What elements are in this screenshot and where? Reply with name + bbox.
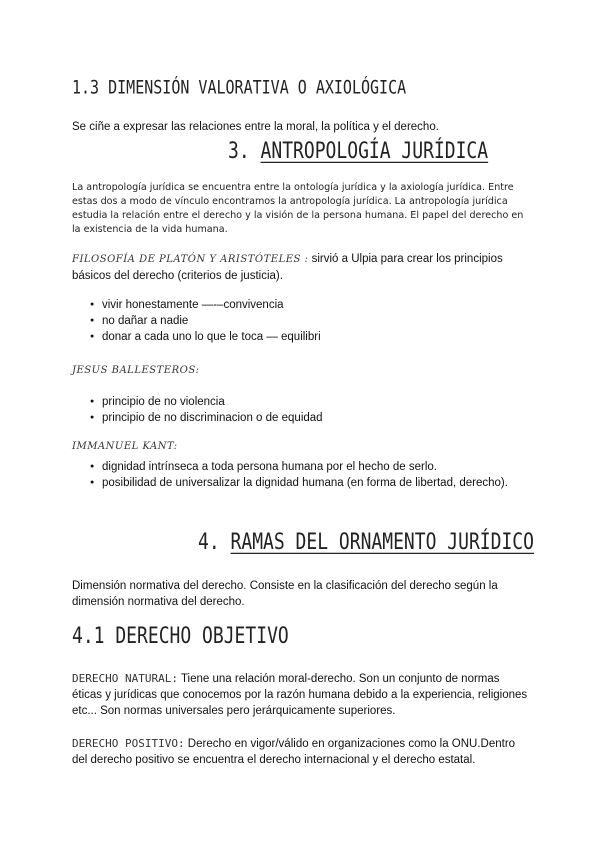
platon-label: FILOSOFÍA DE PLATÓN Y ARISTÓTELES :	[72, 254, 309, 265]
list-item: ● principio de no violencia	[72, 394, 528, 410]
section-1-3-text: Se ciñe a expresar las relaciones entre la moral, la política y el derecho.	[72, 121, 439, 133]
derecho-natural-paragraph	[72, 671, 528, 719]
list-item: ● vivir honestamente —-–convivencia	[72, 297, 528, 313]
list-item: ● dignidad intrínseca a toda persona humana por el hecho de serlo.	[72, 459, 528, 475]
derecho-positivo-label: DERECHO POSITIVO:	[72, 737, 185, 750]
list-item: ● donar a cada uno lo que le toca — equilibri	[72, 329, 528, 345]
ballesteros-list	[72, 394, 528, 426]
derecho-positivo-text: Derecho en vigor/válido en organizaciones como la ONU.Dentro del derecho positivo se encuentra el derecho internacional y el derecho estatal.	[72, 738, 516, 766]
platon-paragraph	[72, 251, 528, 284]
platon-text: sirvió a Ulpia para crear los principios básicos del derecho (criterios de justicia).	[72, 253, 503, 282]
section-4-number: 4.	[198, 529, 220, 556]
derecho-natural-label: DERECHO NATURAL:	[72, 672, 178, 685]
section-3-title: ANTROPOLOGÍA JURÍDICA	[260, 138, 489, 165]
derecho-positivo-paragraph	[72, 736, 528, 768]
kant-label: IMMANUEL KANT:	[72, 441, 178, 452]
list-item: ● posibilidad de universalizar la dignidad humana (en forma de libertad, derecho).	[72, 475, 528, 491]
section-4-1-heading: 4.1 DERECHO OBJETIVO	[72, 623, 289, 650]
kant-list	[72, 459, 528, 491]
list-item: ● principio de no discriminacion o de equidad	[72, 410, 528, 426]
section-3-heading	[228, 138, 488, 164]
derecho-natural-text: Tiene una relación moral-derecho. Son un conjunto de normas éticas y jurídicas que conocemos por la razón humana debido a la experiencia, religiones etc... Son normas universales pero jerárquicamente superiores.	[72, 673, 528, 717]
section-3-intro: La antropología jurídica se encuentra entre la ontología jurídica y la axiología jurídica. Entre estas dos a modo de vínculo encontramos la antropología jurídica. La antropología jurídica estudia la relación entre el derecho y la visión de la persona humana. El papel del derecho en la existencia de la vida humana.	[72, 182, 524, 235]
section-4-title: RAMAS DEL ORNAMENTO JURÍDICO	[230, 529, 534, 556]
platon-list	[72, 297, 528, 345]
section-4-heading	[198, 529, 534, 555]
section-1-3-heading: 1.3 DIMENSIÓN VALORATIVA O AXIOLÓGICA	[72, 76, 407, 99]
section-4-text: Dimensión normativa del derecho. Consiste en la clasificación del derecho según la dimensión normativa del derecho.	[72, 580, 498, 608]
section-3-number: 3.	[228, 138, 250, 165]
list-item: ● no dañar a nadie	[72, 313, 528, 329]
ballesteros-label: JESUS BALLESTEROS:	[72, 365, 200, 376]
